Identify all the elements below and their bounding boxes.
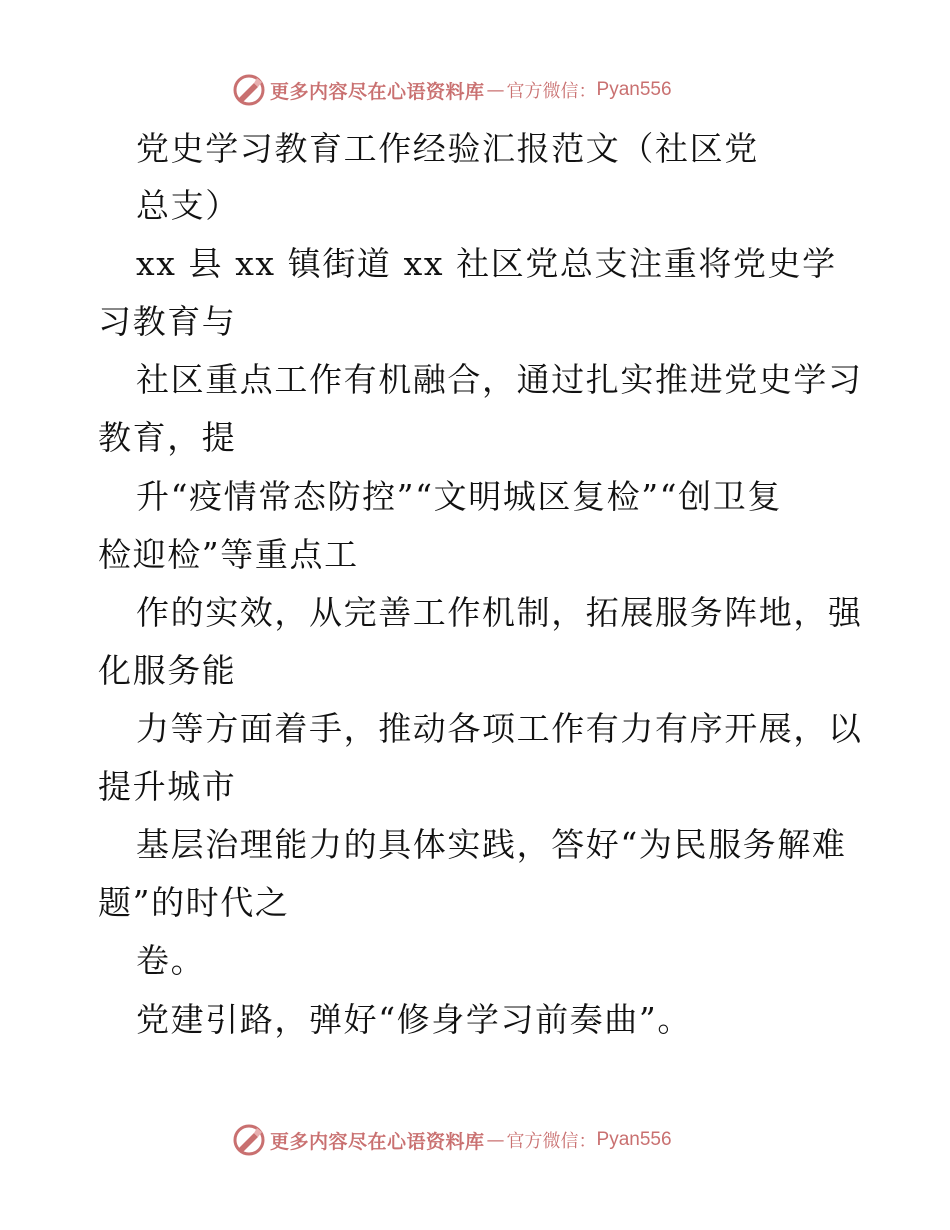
watermark-wechat-label: 官方微信： bbox=[506, 1131, 597, 1152]
watermark-slogan: 更多内容尽在心语资料库 bbox=[270, 1130, 485, 1153]
paragraph-line: 社区重点工作有机融合，通过扎实推进党史学习 bbox=[136, 360, 863, 399]
paragraph-line: 力等方面着手，推动各项工作有力有序开展，以 bbox=[136, 709, 863, 748]
paragraph-line: 党建引路，弹好“修身学习前奏曲”。 bbox=[136, 1000, 692, 1039]
watermark-wechat-id: Pyan556 bbox=[596, 79, 672, 100]
watermark-wechat-label: 官方微信： bbox=[506, 81, 597, 102]
paragraph-line: 卷。 bbox=[136, 941, 206, 980]
watermark-slogan: 更多内容尽在心语资料库 bbox=[270, 80, 485, 103]
header-watermark bbox=[232, 72, 672, 108]
paragraph-line: 教育，提 bbox=[98, 418, 237, 457]
paragraph-line: 提升城市 bbox=[98, 767, 237, 806]
document-title-line-1: 党史学习教育工作经验汇报范文（社区党 bbox=[136, 129, 759, 168]
paragraph-line: xx 县 xx 镇街道 xx 社区党总支注重将党史学 bbox=[136, 244, 837, 283]
paragraph-line: 习教育与 bbox=[98, 302, 237, 341]
watermark-wechat-id: Pyan556 bbox=[596, 1129, 672, 1150]
watermark-dash: — bbox=[486, 1129, 505, 1151]
paragraph-line: 化服务能 bbox=[98, 651, 237, 690]
document-title-line-2: 总支） bbox=[136, 186, 240, 225]
paragraph-line: 作的实效，从完善工作机制，拓展服务阵地，强 bbox=[136, 593, 863, 632]
paragraph-line: 题”的时代之 bbox=[98, 883, 290, 922]
footer-watermark bbox=[232, 1122, 672, 1158]
pen-logo-icon bbox=[232, 73, 266, 107]
paragraph-line: 检迎检”等重点工 bbox=[98, 535, 359, 574]
pen-logo-icon bbox=[232, 1123, 266, 1157]
paragraph-line: 升“疫情常态防控”“文明城区复检”“创卫复 bbox=[136, 477, 782, 516]
watermark-dash: — bbox=[486, 79, 505, 101]
paragraph-line: 基层治理能力的具体实践，答好“为民服务解难 bbox=[136, 825, 847, 864]
